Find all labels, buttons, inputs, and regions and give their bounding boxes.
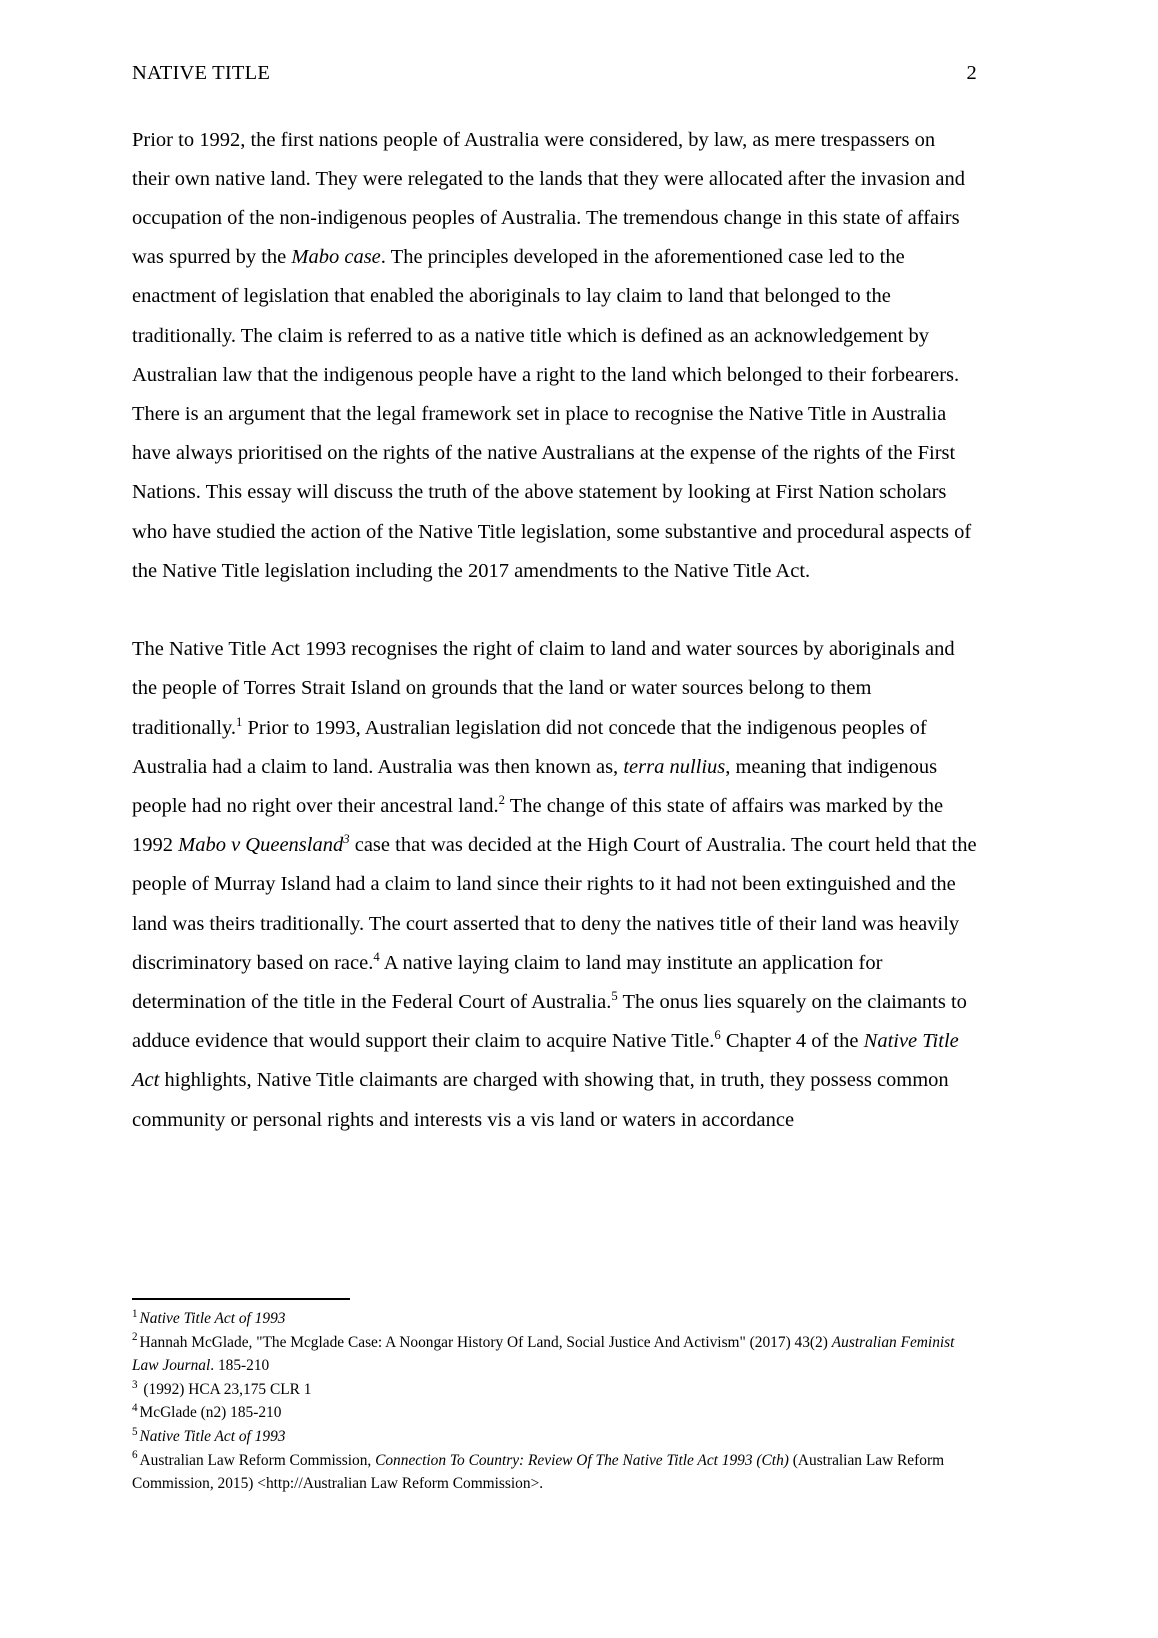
running-header xyxy=(132,0,977,85)
footnote-item-3 xyxy=(132,1378,977,1402)
footnote-ref-6[interactable]: 6 xyxy=(714,1028,721,1043)
footnote-2-lead: Hannah McGlade, "The Mcglade Case: A Noongar History Of Land, Social Justice And Activism" (2017) 43(2) xyxy=(139,1333,832,1351)
footnote-marker-6[interactable]: 6 xyxy=(132,1449,138,1462)
footnote-item-4 xyxy=(132,1401,977,1425)
paragraph-1-segment-1: Prior to 1992, the first nations people of Australia were considered, by law, as mere trespassers on their own native land. They were relegated to the lands that they were allocated after the invasion and occupation of the non-indigenous peoples of Australia. The tremendous change in this state of affairs was spurred by the xyxy=(132,128,965,269)
paragraph-1 xyxy=(132,121,977,591)
footnote-marker-2[interactable]: 2 xyxy=(132,1331,138,1344)
footnote-6-italic-report-title: Connection To Country: Review Of The Native Title Act 1993 (Cth) xyxy=(375,1451,789,1469)
paragraph-2-italic-mabo-v-queensland: Mabo v Queensland xyxy=(178,834,344,857)
footnote-item-1 xyxy=(132,1307,977,1331)
footnote-ref-3[interactable]: 3 xyxy=(343,832,350,847)
footnote-3-lead: (1992) HCA 23,175 CLR 1 xyxy=(139,1380,312,1398)
paragraph-1-italic-mabo-case: Mabo case xyxy=(291,246,381,269)
paragraph-2-segment-1: The Native Title Act 1993 recognises the right of claim to land and water sources by aboriginals and the people of Torres Strait Island on grounds that the land or water sources belong to them traditionally. xyxy=(132,638,955,739)
footnote-2-tail: . 185-210 xyxy=(210,1357,270,1375)
footnote-5-italic: Native Title Act of 1993 xyxy=(139,1427,286,1445)
footnote-ref-2[interactable]: 2 xyxy=(498,793,505,808)
paragraph-2-segment-4: The change of this state of affairs was marked by the 1992 xyxy=(132,794,944,857)
paragraph-2-segment-9: highlights, Native Title claimants are charged with showing that, in truth, they possess common community or personal rights and interests vis a vis land or waters in accordance xyxy=(132,1069,949,1131)
paragraph-2-segment-5: case that was decided at the High Court of Australia. The court held that the people of Murray Island had a claim to land since their rights to it had not been extinguished and the land was theirs traditionally. The court asserted that to deny the natives title of their land was heavily discriminatory based on race. xyxy=(132,834,977,974)
footnote-ref-1[interactable]: 1 xyxy=(236,714,243,729)
paragraph-2-segment-8: Chapter 4 of the xyxy=(720,1030,864,1053)
paragraph-2-segment-7: The onus lies squarely on the claimants to adduce evidence that would support their claim to acquire Native Title. xyxy=(132,991,967,1053)
footnote-6-lead: Australian Law Reform Commission, xyxy=(139,1451,376,1469)
paragraph-2 xyxy=(132,630,977,1140)
body-text xyxy=(132,121,977,1140)
paragraph-2-segment-6: A native laying claim to land may institute an application for determination of the title in the Federal Court of Australia. xyxy=(132,951,883,1013)
page-content xyxy=(132,0,977,1140)
footnote-1-italic: Native Title Act of 1993 xyxy=(139,1310,286,1327)
paragraph-2-italic-terra-nullius: terra nullius xyxy=(623,755,726,778)
footnote-item-2 xyxy=(132,1331,977,1378)
paragraph-2-segment-2: Prior to 1993, Australian legislation did not concede that the indigenous peoples of Australia had a claim to land. Australia was then known as, xyxy=(132,716,927,778)
paragraph-2-segment-3: , meaning that indigenous people had no right over their ancestral land. xyxy=(132,755,938,817)
paragraph-2-italic-native-title-act: Native Title Act xyxy=(132,1030,959,1092)
footnote-item-5 xyxy=(132,1425,977,1449)
footnote-marker-4[interactable]: 4 xyxy=(132,1402,138,1415)
footnote-marker-1[interactable]: 1 xyxy=(132,1307,138,1320)
footnote-ref-5[interactable]: 5 xyxy=(611,989,618,1004)
footnote-2-italic-journal: Australian Feminist Law Journal xyxy=(132,1333,955,1375)
footnote-area xyxy=(132,1298,977,1496)
footnote-list xyxy=(132,1307,977,1496)
running-header-title: NATIVE TITLE xyxy=(132,62,271,84)
footnote-item-6 xyxy=(132,1449,977,1496)
footnote-4-lead: McGlade (n2) 185-210 xyxy=(139,1404,282,1422)
footnote-6-tail: (Australian Law Reform Commission, 2015) <http://Australian Law Reform Commission>. xyxy=(132,1451,945,1493)
paragraph-1-segment-2: . The principles developed in the aforementioned case led to the enactment of legislation that enabled the aboriginals to lay claim to land that belonged to the traditionally. The claim is referred to as a native title which is defined as an acknowledgement by Australian law that the indigenous people have a right to the land which belonged to their forbearers. There is an argument that the legal framework set in place to recognise the Native Title in Australia have always prioritised on the rights of the native Australians at the expense of the rights of the First Nations. This essay will discuss the truth of the above statement by looking at First Nation scholars who have studied the action of the Native Title legislation, some substantive and procedural aspects of the Native Title legislation including the 2017 amendments to the Native Title Act. xyxy=(132,246,972,582)
footnote-marker-3[interactable]: 3 xyxy=(132,1378,138,1391)
footnote-marker-5[interactable]: 5 xyxy=(132,1425,138,1438)
footnote-ref-4[interactable]: 4 xyxy=(373,949,380,964)
page-number: 2 xyxy=(966,62,977,84)
footnote-separator-rule xyxy=(132,1298,350,1300)
paragraph-gap xyxy=(132,591,977,630)
